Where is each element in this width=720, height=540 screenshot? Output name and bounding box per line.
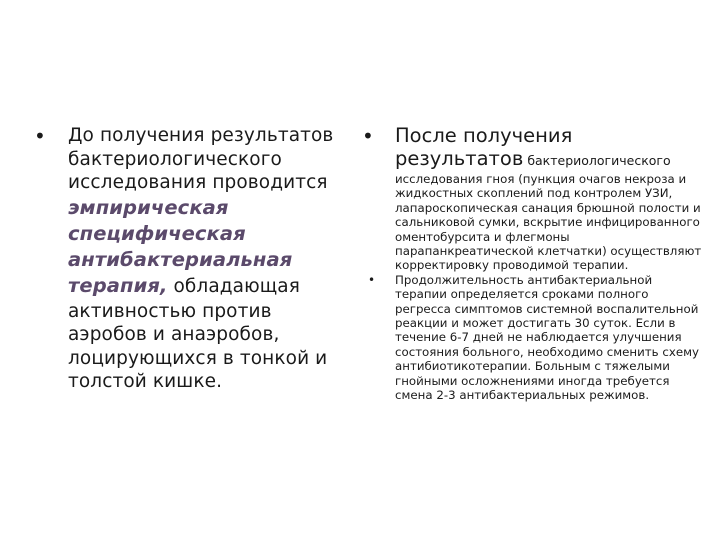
left-line-4-tail: обладающая <box>167 275 300 297</box>
left-line-7: лоцирующихся в тонкой и <box>68 347 328 369</box>
emphasis-line-2: специфическая <box>68 221 246 245</box>
right-heading-line-2 <box>395 147 702 172</box>
right-bullet-item-1 <box>362 124 702 273</box>
left-bullet-text <box>68 124 352 394</box>
bullet-icon: • <box>368 272 376 287</box>
right-heading-line-1: После получения <box>395 124 573 147</box>
bullet-icon: • <box>34 124 46 148</box>
emphasis-line-4: терапия, <box>68 273 168 297</box>
left-line-1: До получения результатов <box>68 125 334 146</box>
emphasis-line-1: эмпирическая <box>68 195 229 219</box>
emphasis-line-3: антибактериальная <box>68 247 293 271</box>
left-line-6: аэробов и анаэробов, <box>68 324 280 345</box>
right-bullet-item-2 <box>362 273 702 403</box>
right-heading-word: результатов <box>395 147 524 170</box>
right-body-1: исследования гноя (пункция очагов некроза и жидкостных скоплений под контролем УЗИ, лапароскопическая санация брюшной полости и сальниковой сумки, вскрытие инфицированного оментобурсита и флегмоны парапанкреатической клетчатки) осуществляют корректировку проводимой терапии. <box>395 172 702 273</box>
left-bullet-item <box>34 124 352 394</box>
left-line-5: активностью против <box>68 300 272 322</box>
left-line-8: толстой кишке. <box>68 371 223 392</box>
left-line-4 <box>68 273 352 300</box>
right-column <box>362 124 702 403</box>
right-body-2: Продолжительность антибактериальной терапии определяется сроками полного регресса симптомов системной воспалительной реакции и может достигать 30 суток. Если в течение 6-7 дней не наблюдается улучшения состояния больного, необходимо сменить схему антибиотикотерапии. Больным с тяжелыми гнойными осложнениями иногда требуется смена 2-3 антибактериальных режимов. <box>395 272 699 403</box>
left-column <box>34 124 352 394</box>
left-line-2: бактериологического <box>68 148 282 170</box>
right-bullet-1-text <box>395 124 702 273</box>
left-line-3: исследования проводится <box>68 172 328 193</box>
bullet-icon: • <box>362 124 374 148</box>
right-heading-small: бактериологического <box>523 153 671 168</box>
